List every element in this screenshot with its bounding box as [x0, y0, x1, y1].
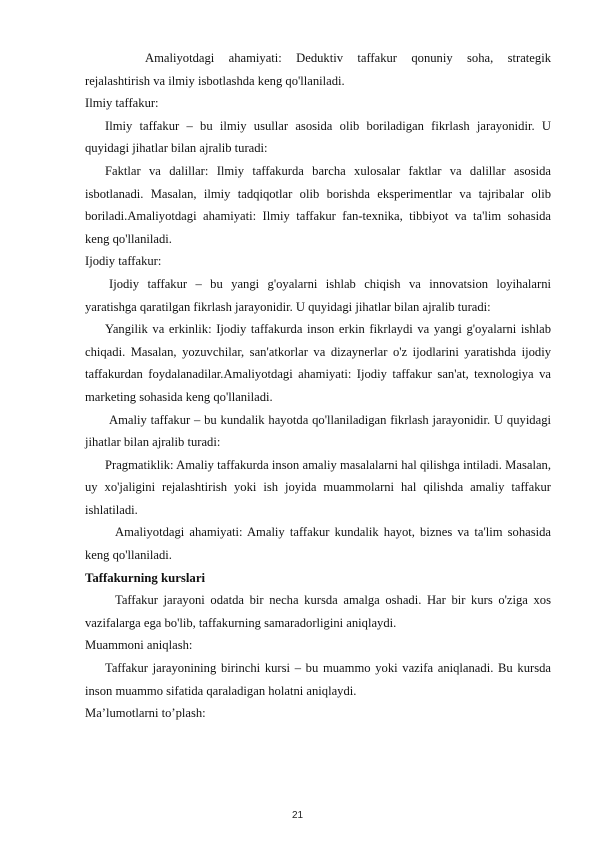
heading-creative-thinking: Ijodiy taffakur: [85, 254, 162, 269]
paragraph-stages-intro: Taffakur jarayoni odatda bir necha kursda amalga oshadi. Har bir kurs o'ziga xos vazifalarga ega bo'lib, taffakurning samaradorligini aniqlaydi. [85, 593, 551, 630]
paragraph-deductive-practice: Amaliyotdagi ahamiyati: Deduktiv taffakur qonuniy soha, strategik rejalashtirish va ilmiy isbotlashda keng qo'llaniladi. [85, 51, 551, 88]
heading-scientific-thinking: Ilmiy taffakur: [85, 96, 159, 111]
heading-data-collection: Ma’lumotlarni to’plash: [85, 706, 206, 721]
paragraph-scientific-facts: Faktlar va dalillar: Ilmiy taffakurda barcha xulosalar faktlar va dalillar asosida isbotlanadi. Masalan, ilmiy tadqiqotlar olib borishda eksperimentlar va tajribalar olib boriladi.Amaliyotdagi ahamiyati: Ilmiy taffakur fan-texnika, tibbiyot va ta'lim sohasida keng qo'llaniladi. [85, 163, 551, 246]
paragraph-first-stage: Taffakur jarayonining birinchi kursi – bu muammo yoki vazifa aniqlanadi. Bu kursda inson muammo sifatida qaraladigan holatni aniqlaydi. [85, 661, 551, 698]
heading-problem-identification: Muammoni aniqlash: [85, 638, 193, 653]
paragraph-creative-definition: Ijodiy taffakur – bu yangi g'oyalarni ishlab chiqish va innovatsion loyihalarni yaratishga qaratilgan fikrlash jarayonidir. U quyidagi jihatlar bilan ajralib turadi: [85, 276, 551, 314]
paragraph-practical-importance: Amaliyotdagi ahamiyati: Amaliy taffakur kundalik hayot, biznes va ta'lim sohasida keng qo'llaniladi. [85, 525, 551, 563]
paragraph-creative-freedom: Yangilik va erkinlik: Ijodiy taffakurda inson erkin fikrlaydi va yangi g'oyalarni ishlab chiqadi. Masalan, yozuvchilar, san'atkorlar va dizaynerlar o'z ijodlarini yaratishda ijodiy taffakurdan foydalanadilar.Amaliyotdagi ahamiyati: Ijodiy taffakur san'at, texnologiya va marketing sohasida keng qo'llaniladi. [85, 322, 551, 404]
page-number: 21 [291, 810, 304, 821]
paragraph-pragmatism: Pragmatiklik: Amaliy taffakurda inson amaliy masalalarni hal qilishga intiladi. Masalan, uy xo'jaligini rejalashtirish yoki ish joyida muammolarni hal qilishda amaliy taffakur ishlatiladi. [85, 457, 551, 517]
paragraph-practical-definition: Amaliy taffakur – bu kundalik hayotda qo'llaniladigan fikrlash jarayonidir. U quyidagi jihatlar bilan ajralib turadi: [85, 412, 551, 450]
heading-thinking-stages: Taffakurning kurslari [85, 570, 206, 585]
document-page [85, 47, 551, 725]
paragraph-scientific-definition: Ilmiy taffakur – bu ilmiy usullar asosida olib boriladigan fikrlash jarayonidir. U quyidagi jihatlar bilan ajralib turadi: [85, 118, 551, 156]
